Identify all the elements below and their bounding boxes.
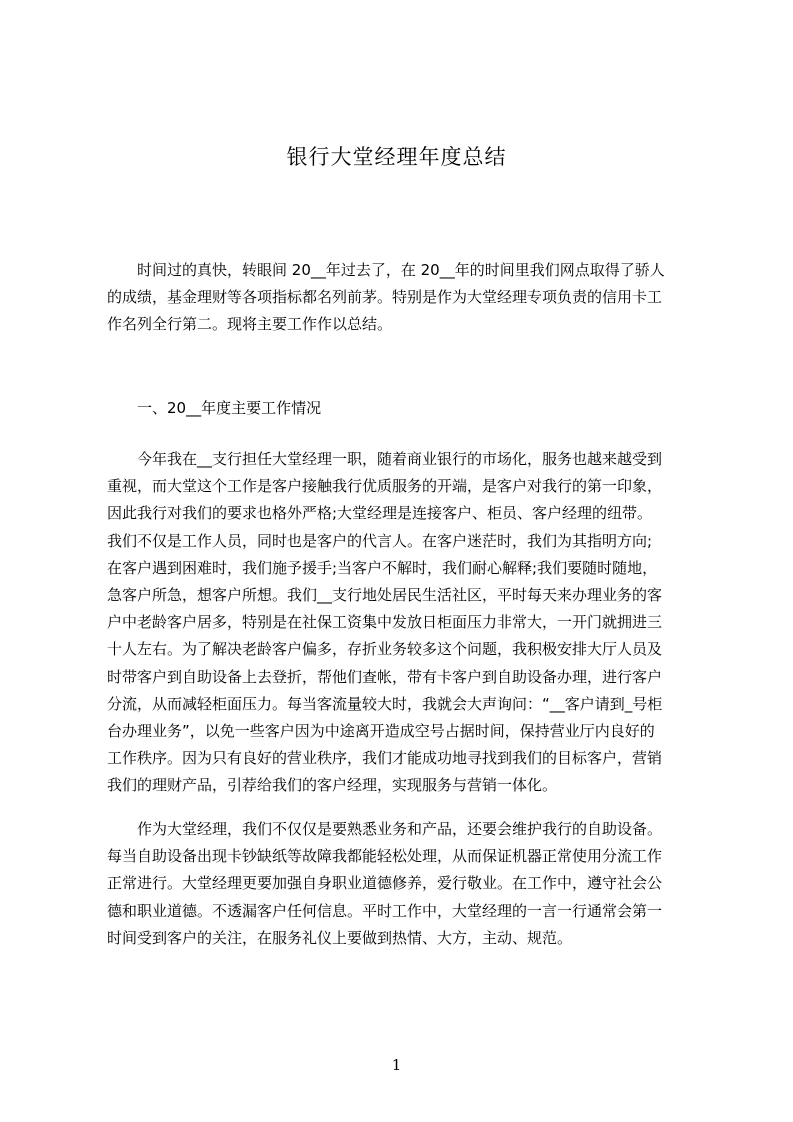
section-heading [107, 395, 699, 422]
text-line: 德和职业道德。不透漏客户任何信息。平时工作中，大堂经理的一言一行通常会第一 [107, 901, 663, 920]
text-line: 分流，从而减轻柜面压力。每当客流量较大时，我就会大声询问：“__客户请到_号柜 [107, 694, 663, 713]
text-line: 重视，而大堂这个工作是客户接触我行优质服务的开端，是客户对我行的第一印象， [107, 477, 663, 496]
document-title: 银行大堂经理年度总结 [286, 145, 507, 169]
text-line: 在客户遇到困难时，我们施予援手;当客户不解时，我们耐心解释;我们要随时随地， [107, 558, 658, 577]
text-line: 作名列全行第二。现将主要工作作以总结。 [107, 315, 393, 334]
text-line: 正常进行。大堂经理更要加强自身职业道德修养，爱行敬业。在工作中，遵守社会公 [107, 874, 663, 893]
text-line: 工作秩序。因为只有良好的营业秩序，我们才能成功地寻找到我们的目标客户，营销 [107, 749, 663, 768]
text-line: 十人左右。为了解决老龄客户偏多，存折业务较多这个问题，我积极安排大厅人员及 [107, 640, 663, 659]
page-number: 1 [391, 1056, 402, 1074]
text-line: 急客户所急，想客户所想。我们__支行地处居民生活社区，平时每天来办理业务的客 [107, 586, 663, 605]
equipment-paragraph [107, 816, 699, 952]
section-heading-text: 一、20__年度主要工作情况 [107, 399, 322, 417]
text-line: 因此我行对我们的要求也格外严格;大堂经理是连接客户、柜员、客户经理的纽带。 [107, 504, 653, 523]
text-line: 每当自助设备出现卡钞缺纸等故障我都能轻松处理，从而保证机器正常使用分流工作 [107, 847, 663, 866]
text-line: 的成绩，基金理财等各项指标都名列前茅。特别是作为大堂经理专项负责的信用卡工 [107, 288, 663, 307]
text-line: 作为大堂经理，我们不仅仅是要熟悉业务和产品，还要会维护我行的自助设备。 [107, 820, 663, 838]
text-line: 时间受到客户的关注，在服务礼仪上要做到热情、大方，主动、规范。 [107, 928, 573, 947]
text-line: 时带客户到自助设备上去登折，帮他们查帐，带有卡客户到自助设备办理，进行客户 [107, 667, 663, 686]
text-line: 我们的理财产品，引荐给我们的客户经理，实现服务与营销一体化。 [107, 776, 558, 795]
text-line: 我们不仅是工作人员，同时也是客户的代言人。在客户迷茫时，我们为其指明方向; [107, 531, 653, 550]
intro-paragraph [107, 257, 699, 339]
text-line: 台办理业务”，以免一些客户因为中途离开造成空号占据时间，保持营业厅内良好的 [107, 722, 655, 741]
text-line: 户中老龄客户居多，特别是在社保工资集中发放日柜面压力非常大，一开门就拥进三 [107, 613, 663, 632]
text-line: 时间过的真快，转眼间 20__年过去了，在 20__年的时间里我们网点取得了骄人 [107, 261, 665, 279]
text-line: 今年我在__支行担任大堂经理一职，随着商业银行的市场化，服务也越来越受到 [107, 450, 663, 468]
work-summary-paragraph [107, 446, 699, 800]
